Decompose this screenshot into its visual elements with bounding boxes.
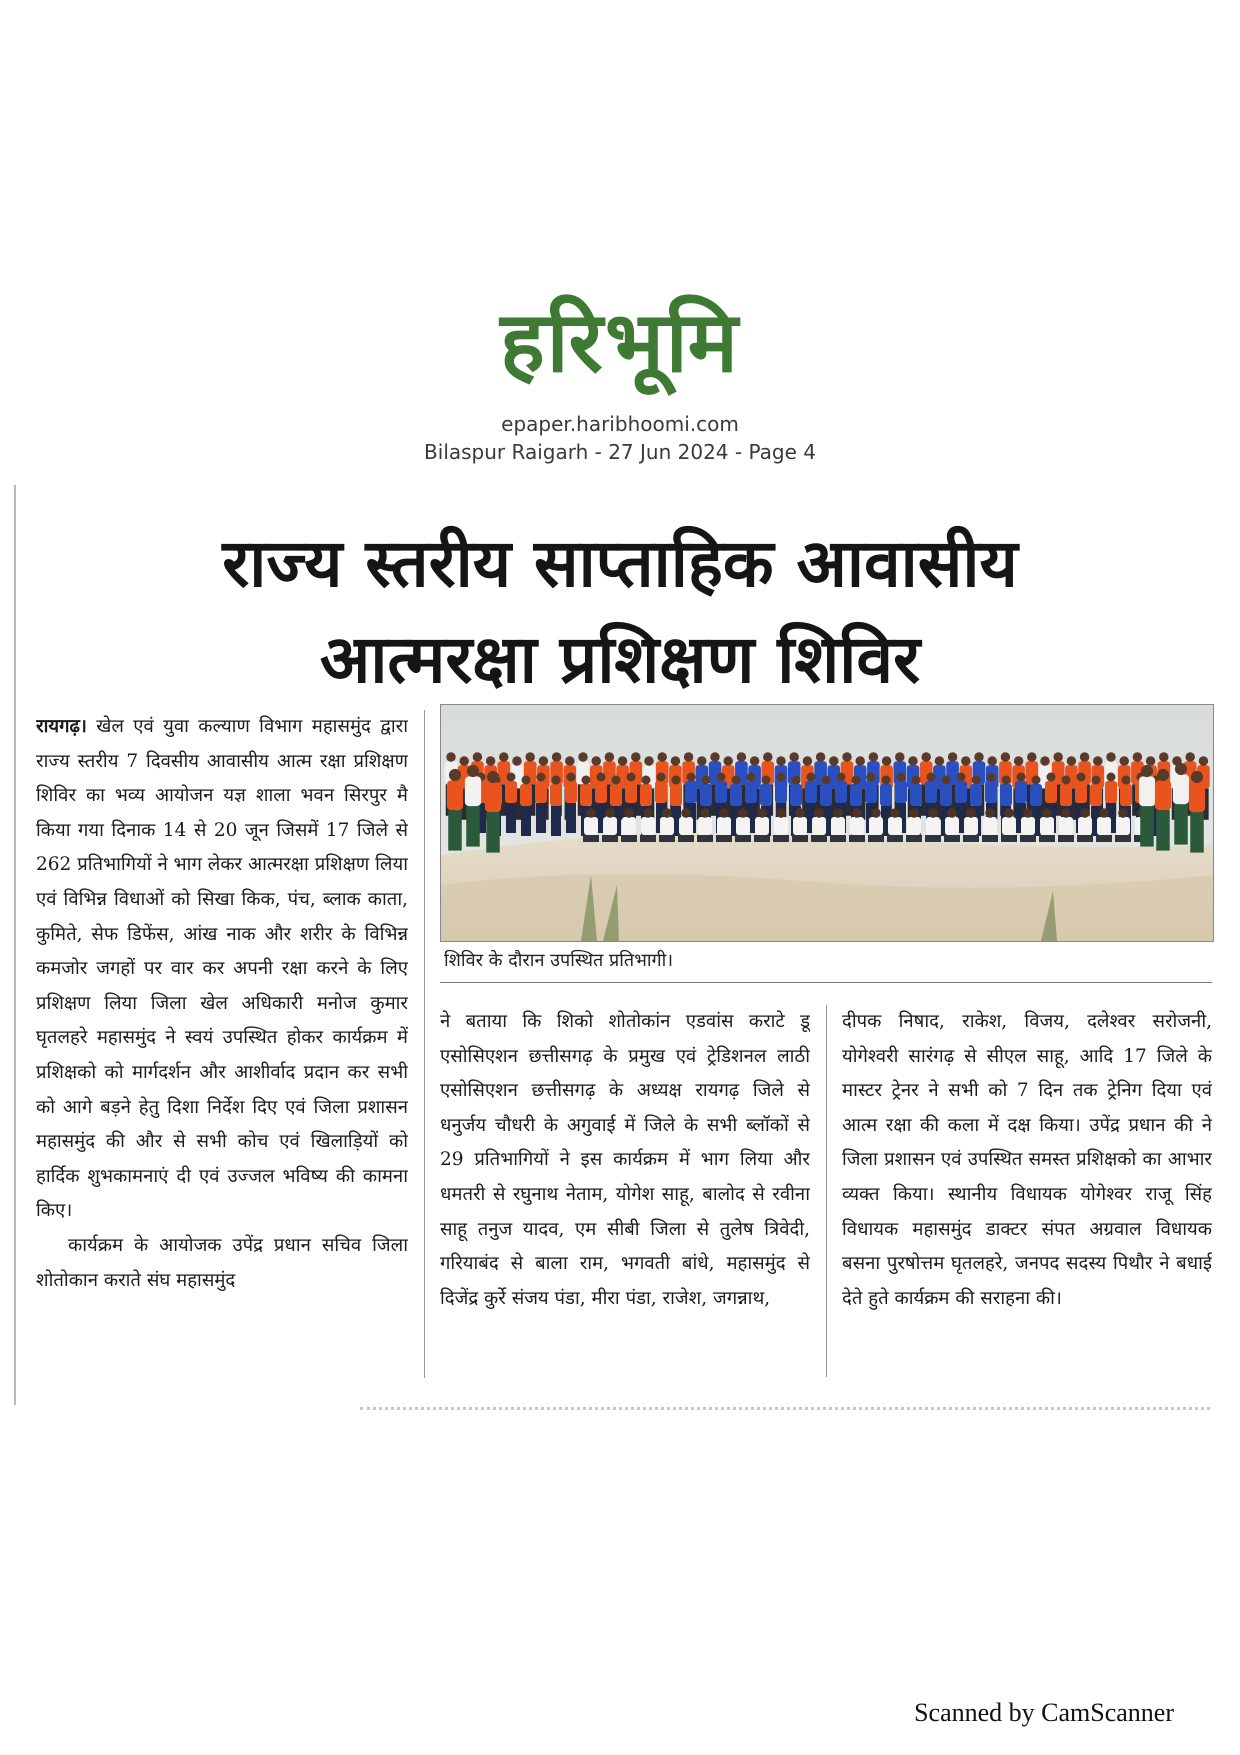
epaper-url: epaper.haribhoomi.com xyxy=(501,412,739,436)
column-rule-2 xyxy=(826,1005,827,1377)
photo-caption: शिविर के दौरान उपस्थित प्रतिभागी। xyxy=(444,950,674,971)
edition-info: Bilaspur Raigarh - 27 Jun 2024 - Page 4 xyxy=(424,440,816,464)
masthead-logo: हरिभूमि xyxy=(500,293,740,391)
scanner-watermark: Scanned by CamScanner xyxy=(914,1698,1174,1727)
headline-line-1: राज्य स्तरीय साप्ताहिक आवासीय xyxy=(222,525,1018,602)
column-3-text: दीपक निषाद, राकेश, विजय, दलेश्वर सरोजनी, योगेश्वरी सारंगढ़ से सीएल साहू, आदि 17 जिले के मास्टर ट्रेनर ने सभी को 7 दिन तक ट्रेनिग दिया एवं आत्म रक्षा की कला में दक्ष किया। उपेंद्र प्रधान की ने जिला प्रशासन एवं उपस्थित समस्त प्रशिक्षको का आभार व्यक्त किया। स्थानीय विधायक योगेश्वर राजू सिंह विधायक महासमुंद डाक्टर संपत अग्रवाल विधायक बसना पुरषोत्तम घृतलहरे, जनपद सदस्य पिथौर ने बधाई देते हुते कार्यक्रम की सराहना की। xyxy=(842,1011,1212,1309)
column-2-text: ने बताया कि शिको शोतोकांन एडवांस कराटे डू एसोसिएशन छत्तीसगढ़ के प्रमुख एवं ट्रेडिशनल लाठी एसोसिएशन छत्तीसगढ़ के अध्यक्ष रायगढ़ जिले से धनुर्जय चौधरी के अगुवाई में जिले के सभी ब्लॉकों से 29 प्रतिभागियों ने इस कार्यक्रम में भाग लिया और धमतरी से रघुनाथ नेताम, योगेश साहू, बालोद से रवीना साहू तनुज यादव, एम सीबी जिला से तुलेष त्रिवेदी, गरियाबंद से बाला राम, भगवती बांधे, महासमुंद से दिजेंद्र कुर्रे संजय पंडा, मीरा पंडा, राजेश, जगन्नाथ, xyxy=(440,1011,810,1309)
column-rule-1 xyxy=(424,710,425,1378)
article-paragraph-2: कार्यक्रम के आयोजक उपेंद्र प्रधान सचिव जिला शोतोकान कराते संघ महासमुंद xyxy=(36,1234,408,1291)
headline-line-2: आत्मरक्षा प्रशिक्षण शिविर xyxy=(319,621,921,698)
article-paragraph-1 xyxy=(36,710,408,1229)
article-column-2 xyxy=(440,1005,810,1377)
caption-rule xyxy=(440,982,1212,983)
bottom-dotted-rule xyxy=(360,1407,1210,1410)
left-margin-rule xyxy=(14,485,16,1405)
paragraph-1-text: खेल एवं युवा कल्याण विभाग महासमुंद द्वारा राज्य स्तरीय 7 दिवसीय आवासीय आत्म रक्षा प्रशिक्षण शिविर का भव्य आयोजन यज्ञ शाला भवन सिरपुर मै किया गया दिनाक 14 से 20 जून जिसमें 17 जिले से 262 प्रतिभागियों ने भाग लेकर आत्मरक्षा प्रशिक्षण लिया एवं विभिन्न विधाओं को सिखा किक, पंच, ब्लाक काता, कुमिते, सेफ डिफेंस, आंख नाक और शरीर के विभिन्न कमजोर जगहों पर वार कर अपनी रक्षा करने के लिए प्रशिक्षण लिया जिला खेल अधिकारी मनोज कुमार घृतलहरे महासमुंद ने स्वयं उपस्थित होकर कार्यक्रम में प्रशिक्षको को मार्गदर्शन और आशीर्वाद प्रदान कर सभी को आगे बड़ने हेतु दिशा निर्देश दिए एवं जिला प्रशासन महासमुंद की और से सभी कोच एवं खिलाड़ियों को हार्दिक शुभकामनाएं दी एवं उज्जल भविष्य की कामना किए। xyxy=(36,716,408,1222)
group-photo xyxy=(440,704,1214,942)
dateline: रायगढ़। xyxy=(36,716,87,737)
article-column-3 xyxy=(842,1005,1212,1377)
article-column-1 xyxy=(36,710,408,1378)
group-photo-illustration xyxy=(441,705,1213,941)
